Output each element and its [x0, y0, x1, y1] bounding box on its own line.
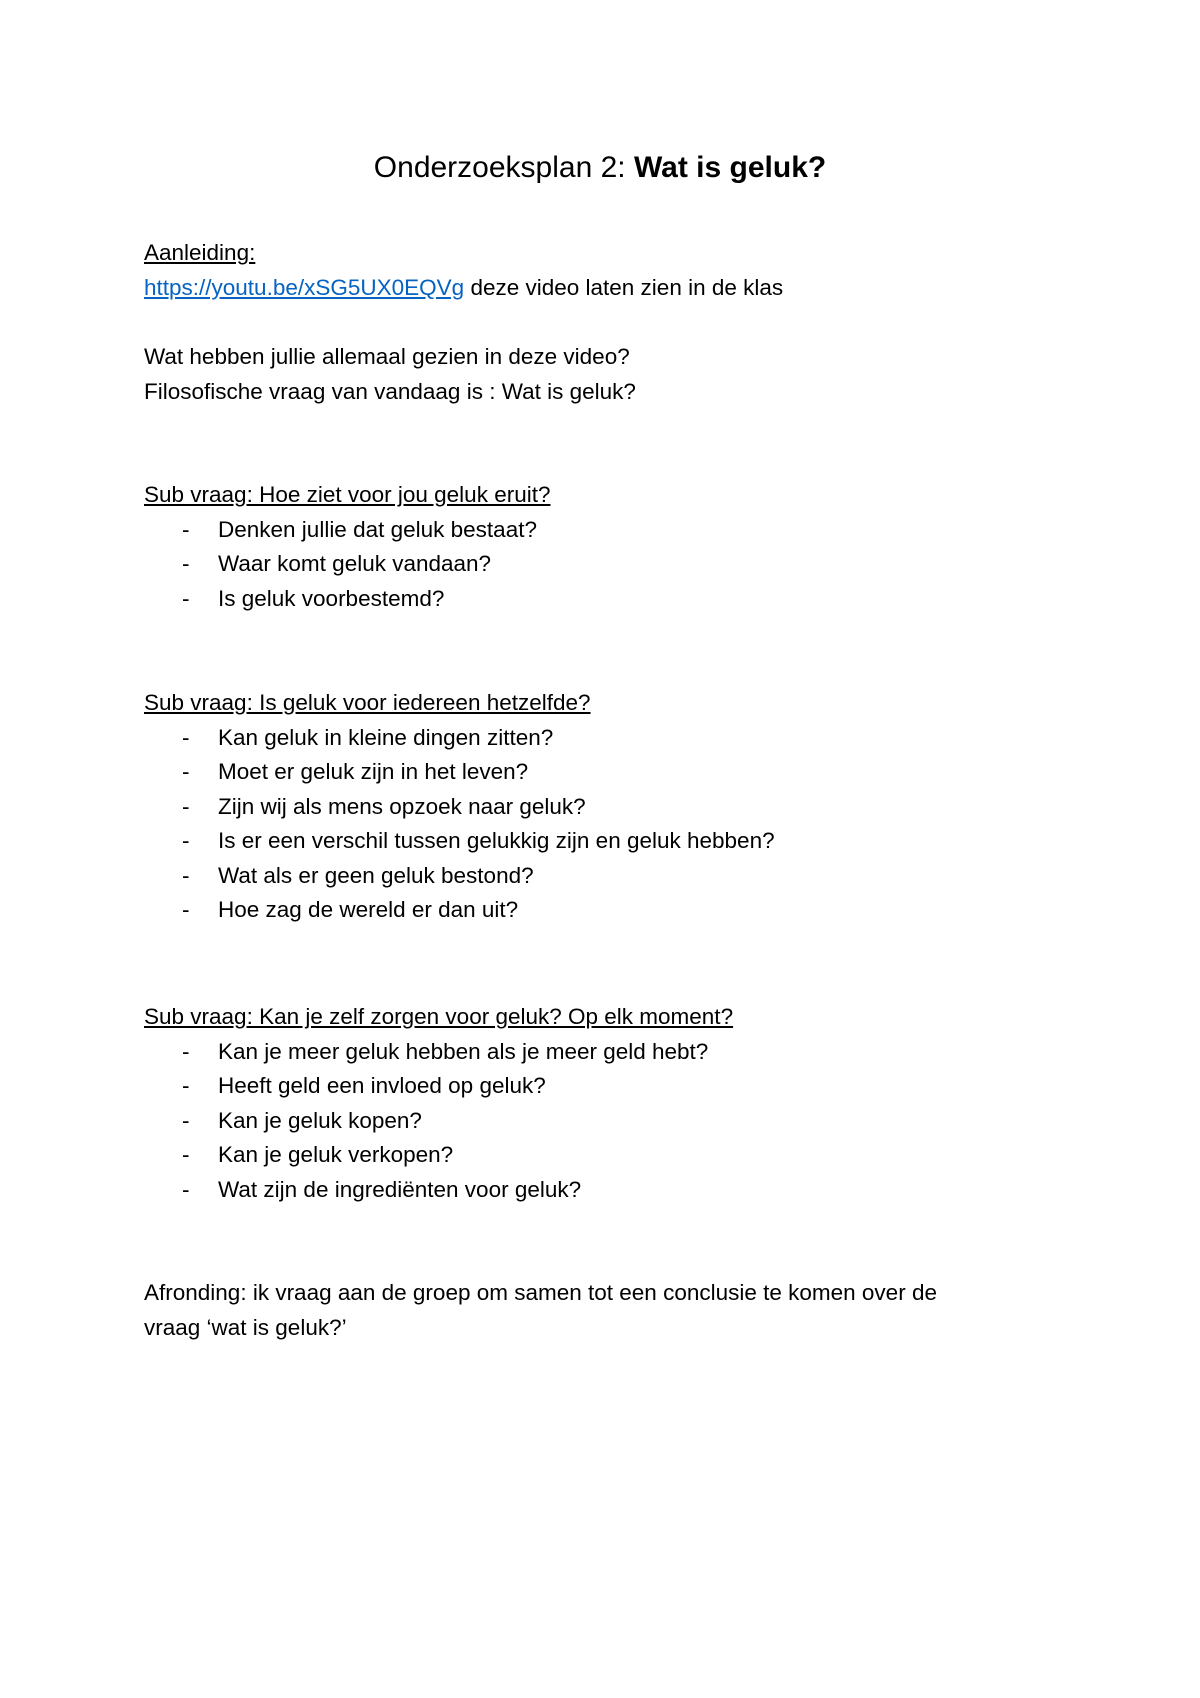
- list-item: - Wat zijn de ingrediënten voor geluk?: [144, 1173, 1104, 1208]
- list-item: - Zijn wij als mens opzoek naar geluk?: [144, 790, 1104, 825]
- afronding-line-1: Afronding: ik vraag aan de groep om samen tot een conclusie te komen over de: [144, 1280, 937, 1305]
- video-link-suffix: deze video laten zien in de klas: [464, 274, 784, 300]
- aanleiding-line: [144, 271, 1104, 306]
- aanleiding-section: [144, 236, 1104, 305]
- list-item: - Moet er geluk zijn in het leven?: [144, 755, 1104, 790]
- list-item: - Wat als er geen geluk bestond?: [144, 859, 1104, 894]
- list-dash: -: [182, 1107, 190, 1133]
- afronding-section: [144, 1276, 1104, 1345]
- list-dash: -: [182, 793, 190, 819]
- list-dash: -: [182, 551, 190, 576]
- subquestion-heading: Sub vraag: Kan je zelf zorgen voor geluk? Op elk moment?: [144, 1004, 734, 1029]
- list-item: - Heeft geld een invloed op geluk?: [144, 1069, 1104, 1104]
- list-dash: -: [182, 516, 190, 542]
- aanleiding-heading: Aanleiding:: [144, 240, 256, 265]
- list-item: - Kan je meer geluk hebben als je meer geld hebt?: [144, 1035, 1104, 1070]
- video-link[interactable]: https://youtu.be/xSG5UX0EQVg: [144, 274, 465, 300]
- list-item: - Denken jullie dat geluk bestaat?: [144, 513, 1104, 548]
- intro-section: [144, 340, 1104, 409]
- list-item: - Kan je geluk verkopen?: [144, 1138, 1104, 1173]
- list-dash: -: [182, 1176, 190, 1202]
- subquestion-section-3: [144, 1000, 1104, 1207]
- list-dash: -: [182, 862, 190, 888]
- list-item: - Kan je geluk kopen?: [144, 1104, 1104, 1139]
- subquestion-section-2: [144, 686, 1104, 928]
- list-dash: -: [182, 1142, 190, 1167]
- list-dash: -: [182, 1038, 190, 1064]
- page-title-prefix: Onderzoeksplan 2:: [373, 151, 634, 184]
- intro-line-2: Filosofische vraag van vandaag is : Wat is geluk?: [144, 378, 636, 404]
- question-list: [144, 721, 1104, 928]
- list-dash: -: [182, 828, 190, 853]
- list-item: - Is geluk voorbestemd?: [144, 582, 1104, 617]
- subquestion-section-1: [144, 478, 1104, 616]
- intro-line-1: Wat hebben jullie allemaal gezien in deze video?: [144, 344, 630, 369]
- list-dash: -: [182, 1073, 190, 1098]
- subquestion-heading: Sub vraag: Hoe ziet voor jou geluk eruit?: [144, 482, 551, 507]
- list-item: - Kan geluk in kleine dingen zitten?: [144, 721, 1104, 756]
- subquestion-heading: Sub vraag: Is geluk voor iedereen hetzelfde?: [144, 690, 591, 715]
- page-title: [0, 148, 1200, 188]
- question-list: [144, 1035, 1104, 1208]
- list-dash: -: [182, 897, 190, 922]
- list-item: - Waar komt geluk vandaan?: [144, 547, 1104, 582]
- page-title-bold: Wat is geluk?: [633, 151, 827, 184]
- afronding-line-2: vraag ‘wat is geluk?’: [144, 1314, 347, 1340]
- list-item: - Hoe zag de wereld er dan uit?: [144, 893, 1104, 928]
- list-dash: -: [182, 759, 190, 784]
- list-dash: -: [182, 724, 190, 750]
- list-item: - Is er een verschil tussen gelukkig zijn en geluk hebben?: [144, 824, 1104, 859]
- list-dash: -: [182, 585, 190, 611]
- question-list: [144, 513, 1104, 617]
